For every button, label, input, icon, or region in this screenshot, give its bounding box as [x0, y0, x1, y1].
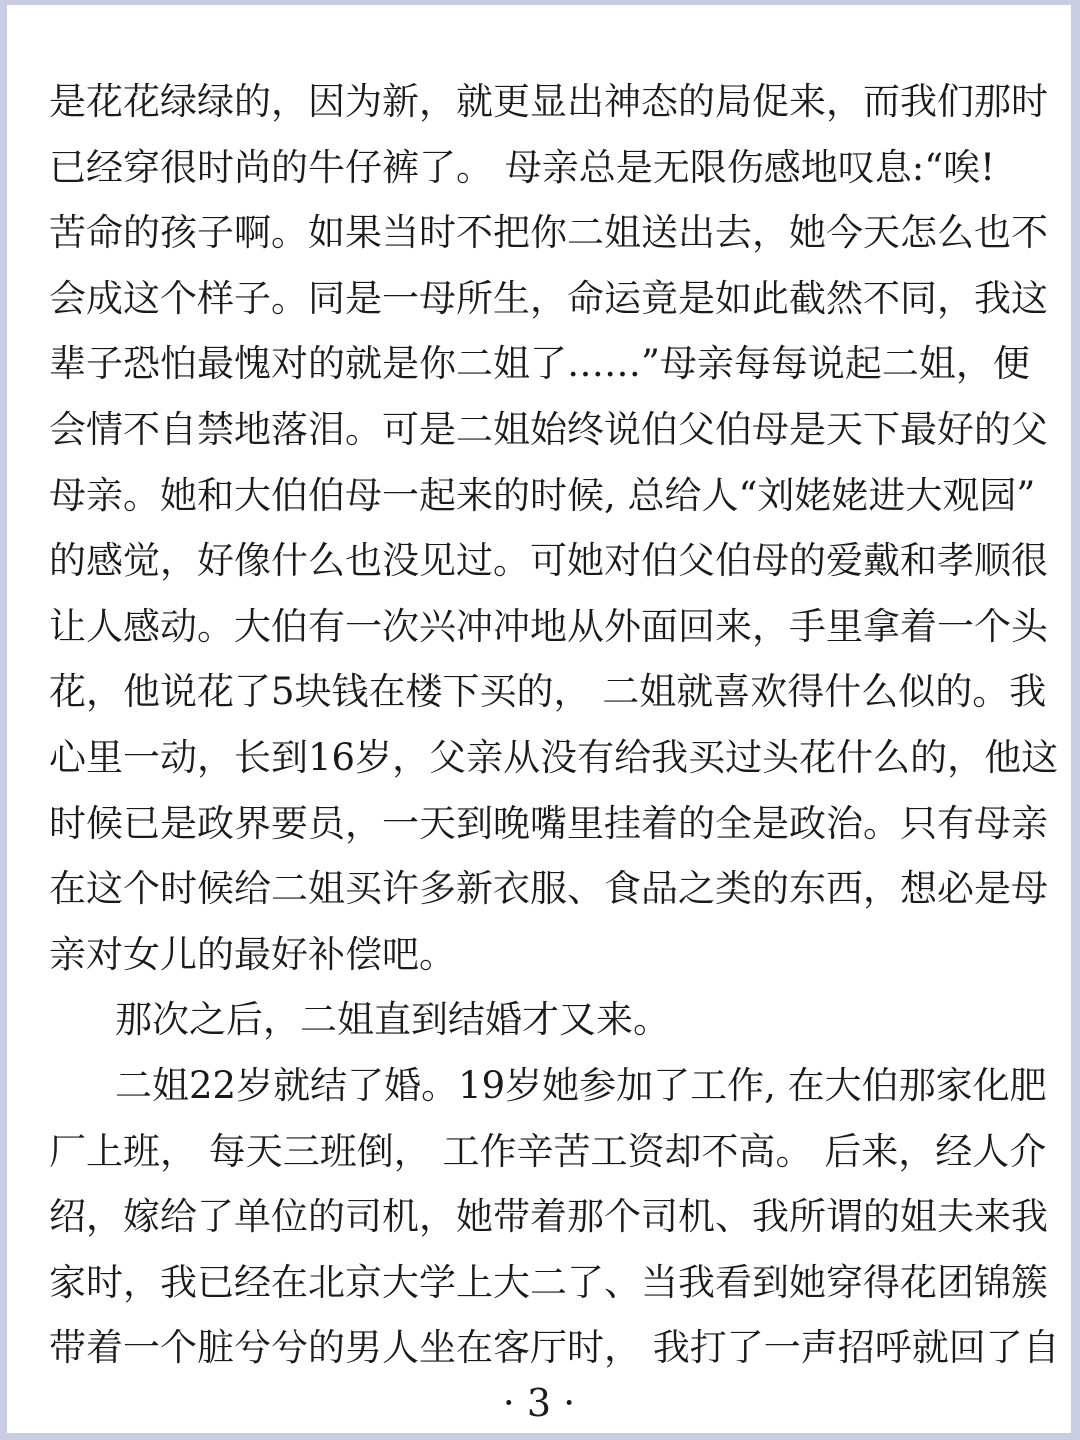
paragraph-first-line: 二姐22岁就结了婚。19岁她参加了工作, 在大伯那家化肥	[115, 1063, 1047, 1107]
text-line: 绍，嫁给了单位的司机，她带着那个司机、我所谓的姐夫来我	[49, 1195, 1048, 1239]
text-line: 让人感动。大伯有一次兴冲冲地从外面回来，手里拿着一个头	[49, 604, 1048, 648]
text-line: 已经穿很时尚的牛仔裤了。 母亲总是无限伤感地叹息:“唉!	[49, 145, 996, 189]
text-line: 的感觉，好像什么也没见过。可她对伯父伯母的爱戴和孝顺很	[49, 539, 1048, 583]
text-line: 会情不自禁地落泪。可是二姐始终说伯父伯母是天下最好的父	[49, 407, 1048, 451]
page-number: · 3 ·	[502, 1381, 576, 1425]
text-line: 辈子恐怕最愧对的就是你二姐了……”母亲每每说起二姐，便	[49, 342, 1030, 386]
text-line: 厂上班， 每天三班倒， 工作辛苦工资却不高。 后来，经人介	[49, 1129, 1047, 1173]
text-line: 亲对女儿的最好补偿吧。	[49, 932, 456, 976]
text-line: 会成这个样子。同是一母所生，命运竟是如此截然不同，我这	[49, 276, 1048, 320]
text-line: 时候已是政界要员，一天到晚嘴里挂着的全是政治。只有母亲	[49, 801, 1048, 845]
text-line: 带着一个脏兮兮的男人坐在客厅时， 我打了一声招呼就回了自	[49, 1326, 1060, 1370]
body-text	[49, 69, 1060, 1381]
text-line: 心里一动，长到16岁，父亲从没有给我买过头花什么的，他这	[49, 735, 1059, 779]
text-line: 母亲。她和大伯伯母一起来的时候, 总给人“刘姥姥进大观园”	[49, 473, 1036, 517]
paragraph-first-line: 那次之后，二姐直到结婚才又来。	[115, 998, 670, 1042]
text-line: 在这个时候给二姐买许多新衣服、食品之类的东西，想必是母	[49, 867, 1048, 911]
text-line: 苦命的孩子啊。如果当时不把你二姐送出去，她今天怎么也不	[49, 211, 1048, 255]
text-line: 是花花绿绿的，因为新，就更显出神态的局促来，而我们那时	[49, 80, 1048, 123]
text-line: 花，他说花了5块钱在楼下买的， 二姐就喜欢得什么似的。我	[49, 670, 1047, 714]
text-line: 家时，我已经在北京大学上大二了、当我看到她穿得花团锦簇	[49, 1260, 1048, 1304]
